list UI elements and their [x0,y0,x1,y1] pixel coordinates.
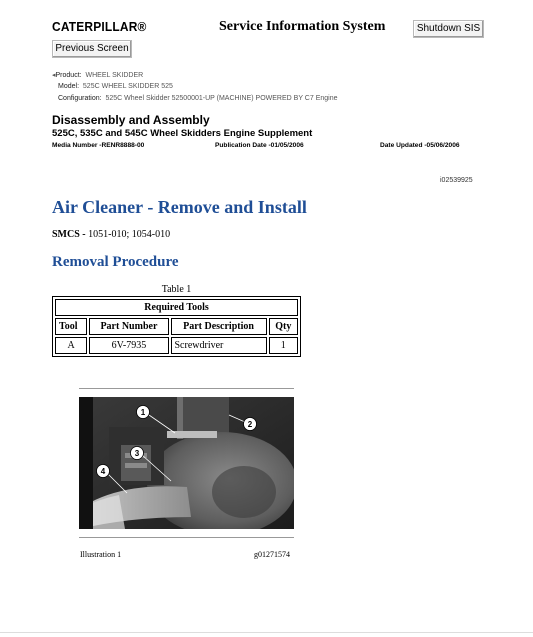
cell-qty: 1 [269,337,298,354]
removal-procedure-heading: Removal Procedure [52,254,179,270]
air-cleaner-photo [79,397,294,529]
callout-3 [131,447,144,460]
svg-text:2: 2 [247,420,253,429]
product-line [52,71,143,79]
model-value: 525C WHEEL SKIDDER 525 [82,83,173,90]
svg-text:3: 3 [134,449,140,458]
configuration-line [58,95,338,102]
date-updated: Date Updated -05/06/2006 [380,142,460,149]
media-number: Media Number -RENR8888-00 [52,142,145,149]
smcs-label: SMCS - [52,229,86,240]
product-label: Product: [55,72,82,79]
cell-tool: A [55,337,87,354]
smcs-value: 1051-010; 1054-010 [85,229,171,240]
document-subtitle: 525C, 535C and 545C Wheel Skidders Engine Supplement [52,128,313,139]
page-bottom-rule [0,632,533,633]
header-qty: Qty [269,318,298,335]
configuration-label: Configuration: [58,95,102,102]
table-row [55,337,298,354]
table-title: Required Tools [55,299,298,316]
header-tool: Tool [55,318,87,335]
illustration-bottom-rule [79,537,294,538]
svg-text:4: 4 [100,467,106,476]
svg-text:1: 1 [140,408,146,417]
document-id: i02539925 [440,177,473,184]
sis-title: Service Information System [219,19,386,34]
table-caption: Table 1 [161,284,192,295]
illustration-caption: Illustration 1 [80,550,122,559]
shutdown-sis-button[interactable]: Shutdown SIS [413,20,484,38]
publication-date: Publication Date -01/05/2006 [215,142,304,149]
article-title: Air Cleaner - Remove and Install [52,197,307,217]
callout-2 [244,418,257,431]
callout-1 [137,406,150,419]
required-tools-table [52,296,301,357]
header-part-number: Part Number [89,318,168,335]
cell-part-description: Screwdriver [171,337,267,354]
caterpillar-logo: CATERPILLAR® [52,19,147,34]
header-part-description: Part Description [171,318,267,335]
product-arrow-icon: ◂ [52,72,56,79]
model-label: Model: [58,83,80,90]
illustration-top-rule [79,388,294,389]
smcs-line [52,229,170,240]
configuration-value: 525C Wheel Skidder 52500001-UP (MACHINE) POWERED BY C7 Engine [105,95,338,102]
callout-4 [97,465,110,478]
cell-part-number: 6V-7935 [89,337,168,354]
section-title: Disassembly and Assembly [52,113,210,127]
illustration-id: g01271574 [254,550,290,559]
model-line [58,83,173,90]
previous-screen-button[interactable]: Previous Screen [52,40,132,58]
product-value: WHEEL SKIDDER [85,72,144,79]
